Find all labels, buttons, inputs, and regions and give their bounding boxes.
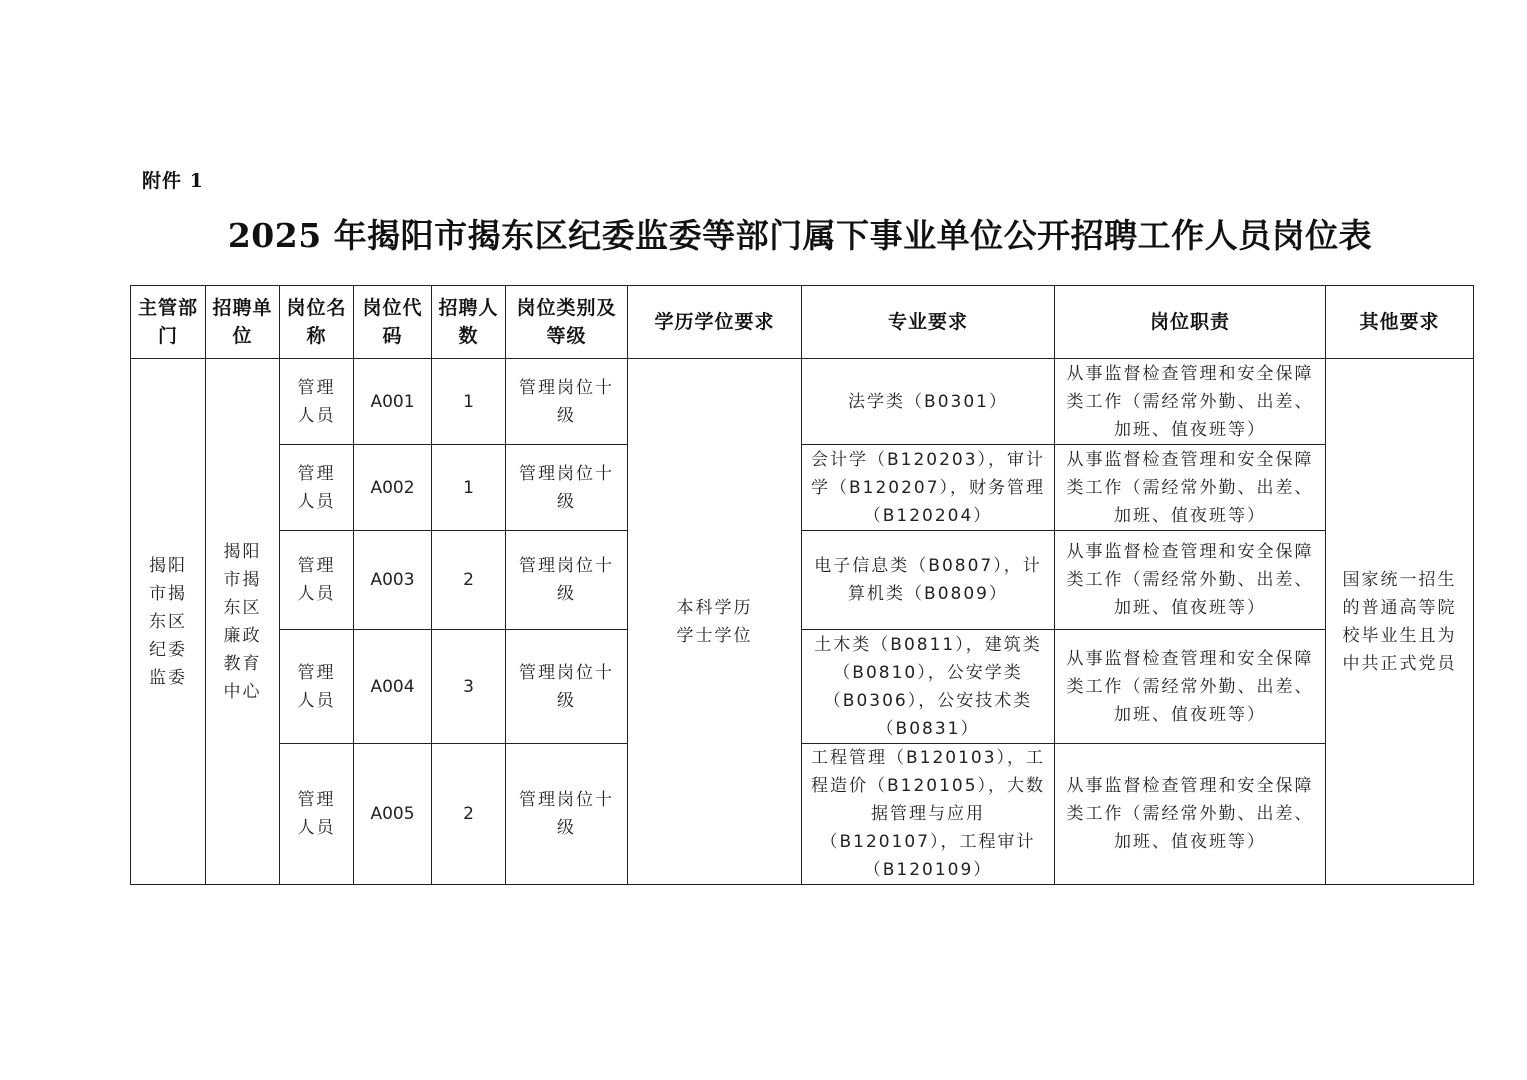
post-name-cell: 管理人员 [280,445,354,531]
header-department: 主管部门 [131,286,206,359]
header-post-name: 岗位名称 [280,286,354,359]
duties-cell: 从事监督检查管理和安全保障类工作（需经常外勤、出差、加班、值夜班等） [1055,630,1326,744]
table-row [131,630,1474,744]
page-title: 2025 年揭阳市揭东区纪委监委等部门属下事业单位公开招聘工作人员岗位表 [227,216,1373,255]
header-category: 岗位类别及等级 [506,286,628,359]
table-row [131,531,1474,630]
post-name-cell: 管理人员 [280,744,354,885]
count-cell: 1 [432,445,506,531]
department-cell: 揭阳市揭东区纪委监委 [131,359,206,885]
category-cell: 管理岗位十级 [506,744,628,885]
education-cell: 本科学历学士学位 [628,359,802,885]
header-unit: 招聘单位 [206,286,280,359]
header-count: 招聘人数 [432,286,506,359]
count-cell: 3 [432,630,506,744]
count-cell: 2 [432,744,506,885]
attachment-label: 附件 1 [142,170,204,192]
duties-cell: 从事监督检查管理和安全保障类工作（需经常外勤、出差、加班、值夜班等） [1055,445,1326,531]
category-cell: 管理岗位十级 [506,630,628,744]
major-cell: 工程管理（B120103），工程造价（B120105），大数据管理与应用（B120107），工程审计（B120109） [802,744,1055,885]
post-code-cell: A005 [354,744,432,885]
header-major: 专业要求 [802,286,1055,359]
category-cell: 管理岗位十级 [506,531,628,630]
major-cell: 法学类（B0301） [802,359,1055,445]
category-cell: 管理岗位十级 [506,445,628,531]
count-cell: 1 [432,359,506,445]
post-code-cell: A004 [354,630,432,744]
table-header-row [131,286,1474,359]
header-post-code: 岗位代码 [354,286,432,359]
post-name-cell: 管理人员 [280,531,354,630]
major-cell: 土木类（B0811），建筑类（B0810），公安学类（B0306），公安技术类（B0831） [802,630,1055,744]
duties-cell: 从事监督检查管理和安全保障类工作（需经常外勤、出差、加班、值夜班等） [1055,744,1326,885]
header-other: 其他要求 [1326,286,1474,359]
major-cell: 会计学（B120203），审计学（B120207），财务管理（B120204） [802,445,1055,531]
header-duties: 岗位职责 [1055,286,1326,359]
job-table [130,285,1474,885]
unit-cell: 揭阳市揭东区廉政教育中心 [206,359,280,885]
major-cell: 电子信息类（B0807），计算机类（B0809） [802,531,1055,630]
post-name-cell: 管理人员 [280,359,354,445]
duties-cell: 从事监督检查管理和安全保障类工作（需经常外勤、出差、加班、值夜班等） [1055,531,1326,630]
header-education: 学历学位要求 [628,286,802,359]
duties-cell: 从事监督检查管理和安全保障类工作（需经常外勤、出差、加班、值夜班等） [1055,359,1326,445]
count-cell: 2 [432,531,506,630]
post-code-cell: A001 [354,359,432,445]
table-row [131,359,1474,445]
table-row [131,445,1474,531]
category-cell: 管理岗位十级 [506,359,628,445]
other-requirements-cell: 国家统一招生的普通高等院校毕业生且为中共正式党员 [1326,359,1474,885]
post-code-cell: A003 [354,531,432,630]
table-row [131,744,1474,885]
post-name-cell: 管理人员 [280,630,354,744]
post-code-cell: A002 [354,445,432,531]
